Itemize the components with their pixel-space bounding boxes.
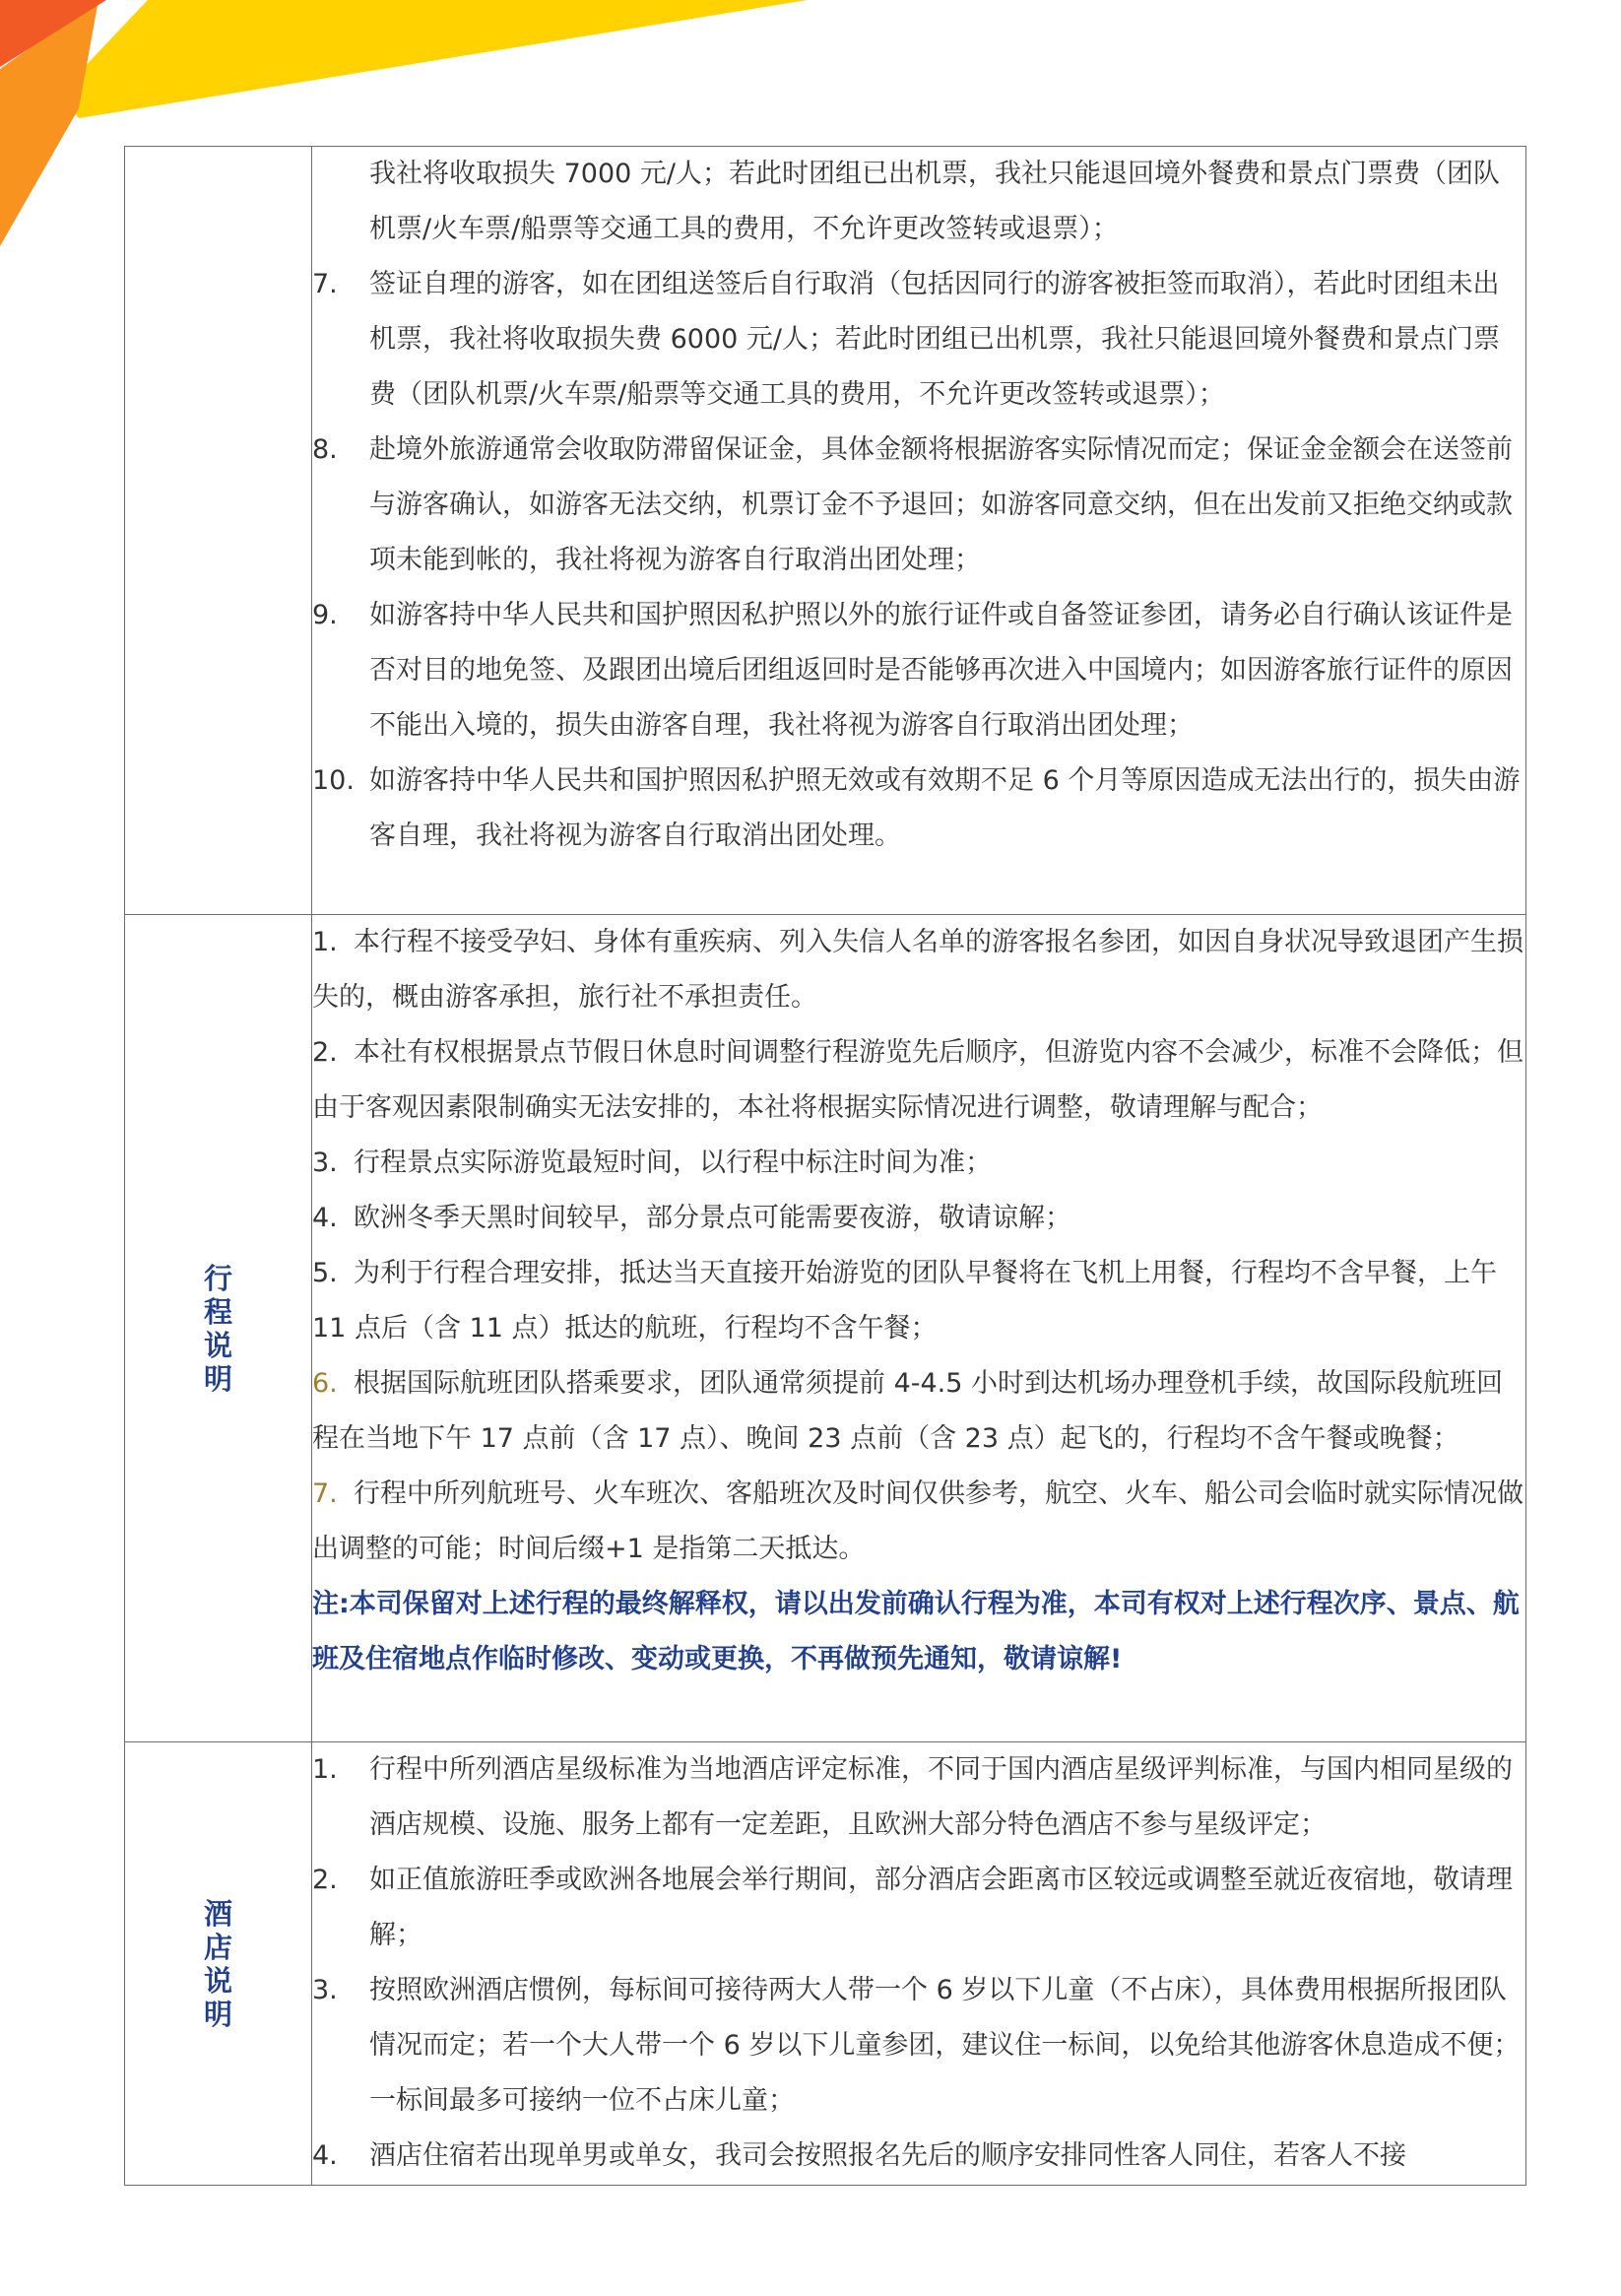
section-cancellation-content: [312, 147, 1526, 915]
list-item: 5. 为利于行程合理安排，抵达当天直接开始游览的团队早餐将在飞机上用餐，行程均不含早餐，上午 11 点后（含 11 点）抵达的航班，行程均不含午餐；: [312, 1258, 1497, 1344]
section-hotel-content: [312, 1742, 1526, 2186]
list-item: 9. 如游客持中华人民共和国护照因私护照以外的旅行证件或自备签证参团，请务必自行确认该证件是否对目的地免签、及跟团出境后团组返回时是否能够再次进入中国境内；如因游客旅行证件的原因不能出入境的，损失由游客自理，我社将视为游客自行取消出团处理；: [312, 600, 1513, 741]
section-cancellation-label-cell: [125, 147, 312, 915]
section-itinerary-row: [125, 915, 1526, 1742]
list-item: 1. 本行程不接受孕妇、身体有重疾病、列入失信人名单的游客报名参团，如因自身状况导致退团产生损失的，概由游客承担，旅行社不承担责任。: [312, 927, 1524, 1013]
list-item: 8. 赴境外旅游通常会收取防滞留保证金，具体金额将根据游客实际情况而定；保证金金额会在送签前与游客确认，如游客无法交纳，机票订金不予退回；如游客同意交纳，但在出发前又拒绝交纳或款项未能到帐的，我社将视为游客自行取消出团处理；: [312, 434, 1513, 575]
info-table: [124, 146, 1526, 2186]
list-item: 6. 根据国际航班团队搭乘要求，团队通常须提前 4-4.5 小时到达机场办理登机手续，故国际段航班回程在当地下午 17 点前（含 17 点）、晚间 23 点前（含 23 点）起飞的，行程均不含午餐或晚餐；: [312, 1368, 1504, 1454]
section-itinerary-label: 行程说明: [203, 1261, 232, 1396]
list-item: 2. 如正值旅游旺季或欧洲各地展会举行期间，部分酒店会距离市区较远或调整至就近夜宿地，敬请理解；: [312, 1865, 1513, 1950]
section-itinerary-label-cell: [125, 915, 312, 1742]
section-hotel-label: 酒店说明: [203, 1896, 232, 2031]
list-item: 3. 按照欧洲酒店惯例，每标间可接待两大人带一个 6 岁以下儿童（不占床），具体费用根据所报团队情况而定；若一个大人带一个 6 岁以下儿童参团，建议住一标间，以免给其他游客休息造成不便；一标间最多可接纳一位不占床儿童；: [312, 1975, 1521, 2116]
section-hotel-row: [125, 1742, 1526, 2186]
section-itinerary-content: [312, 915, 1526, 1742]
list-item: 10. 如游客持中华人民共和国护照因私护照无效或有效期不足 6 个月等原因造成无法出行的，损失由游客自理，我社将视为游客自行取消出团处理。: [312, 765, 1521, 851]
list-item: 4. 酒店住宿若出现单男或单女，我司会按照报名先后的顺序安排同性客人同住，若客人不接: [312, 2140, 1406, 2171]
list-item: 我社将收取损失 7000 元/人；若此时团组已出机票，我社只能退回境外餐费和景点门票费（团队机票/火车票/船票等交通工具的费用，不允许更改签转或退票）；: [369, 159, 1500, 244]
list-item: 3. 行程景点实际游览最短时间，以行程中标注时间为准；: [312, 1148, 992, 1178]
section-hotel-label-cell: [125, 1742, 312, 2186]
list-item: 7. 签证自理的游客，如在团组送签后自行取消（包括因同行的游客被拒签而取消），若此时团组未出机票，我社将收取损失费 6000 元/人；若此时团组已出机票，我社只能退回境外餐费和景点门票费（团队机票/火车票/船票等交通工具的费用，不允许更改签转或退票）；: [312, 269, 1500, 410]
list-item: 2. 本社有权根据景点节假日休息时间调整行程游览先后顺序，但游览内容不会减少，标准不会降低；但由于客观因素限制确实无法安排的，本社将根据实际情况进行调整，敬请理解与配合；: [312, 1037, 1524, 1123]
section-cancellation-row: [125, 147, 1526, 915]
list-item: 1. 行程中所列酒店星级标准为当地酒店评定标准，不同于国内酒店星级评判标准，与国内相同星级的酒店规模、设施、服务上都有一定差距，且欧洲大部分特色酒店不参与星级评定；: [312, 1754, 1513, 1840]
disclaimer-note: 注:本司保留对上述行程的最终解释权，请以出发前确认行程为准，本司有权对上述行程次序、景点、航班及住宿地点作临时修改、变动或更换，不再做预先通知，敬请谅解!: [312, 1589, 1520, 1674]
list-item: 7. 行程中所列航班号、火车班次、客船班次及时间仅供参考，航空、火车、船公司会临时就实际情况做出调整的可能；时间后缀+1 是指第二天抵达。: [312, 1478, 1524, 1564]
list-item: 4. 欧洲冬季天黑时间较早，部分景点可能需要夜游，敬请谅解；: [312, 1203, 1071, 1233]
yellow-stripe-shape: [59, 0, 808, 118]
